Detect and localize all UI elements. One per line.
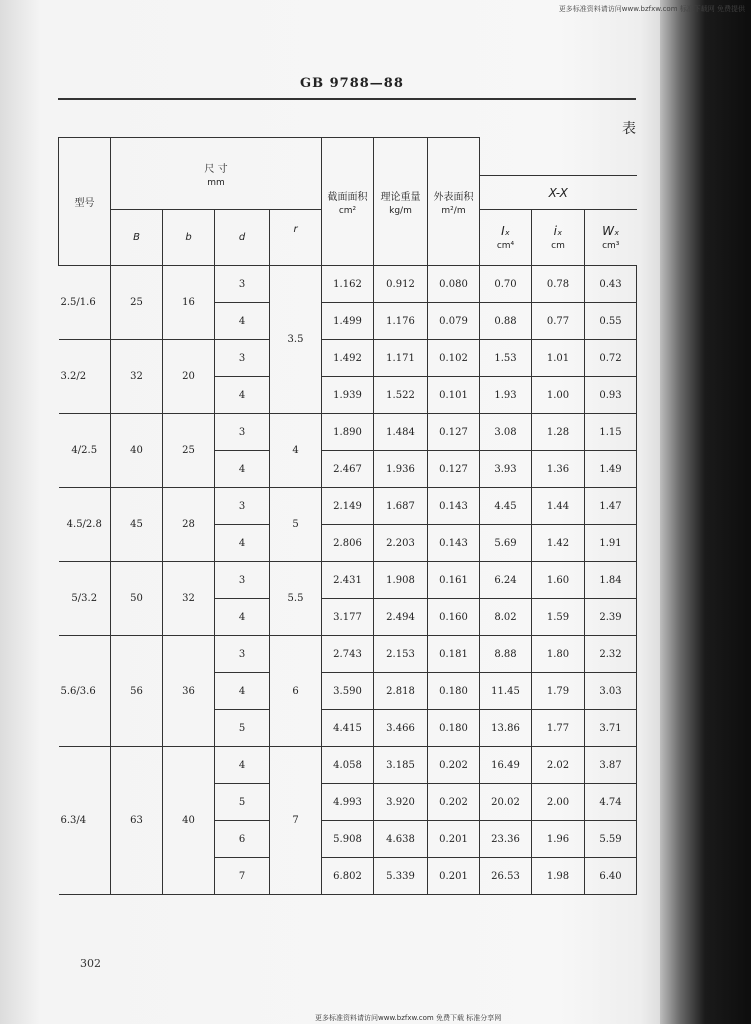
cell-area: 2.743 (322, 636, 374, 673)
cell-area: 2.149 (322, 488, 374, 525)
table-row (59, 266, 637, 303)
cell-surface: 0.079 (428, 303, 480, 340)
cell-weight: 1.936 (374, 451, 428, 488)
cell-ix: 1.96 (532, 821, 585, 858)
cell-d: 6 (215, 821, 270, 858)
cell-B: 32 (111, 340, 163, 414)
angle-steel-spec-table (58, 137, 637, 895)
cell-weight: 2.153 (374, 636, 428, 673)
cell-surface: 0.201 (428, 821, 480, 858)
cell-area: 1.162 (322, 266, 374, 303)
cell-Ix: 3.08 (480, 414, 532, 451)
cell-ix: 1.80 (532, 636, 585, 673)
cell-surface: 0.180 (428, 710, 480, 747)
cell-area: 4.993 (322, 784, 374, 821)
cell-ix: 1.98 (532, 858, 585, 895)
table-row (59, 488, 637, 525)
header-surface (428, 138, 480, 266)
cell-Ix: 11.45 (480, 673, 532, 710)
cell-model: 5.6/3.6 (59, 636, 111, 747)
cell-d: 5 (215, 784, 270, 821)
cell-ix: 1.60 (532, 562, 585, 599)
cell-Wx: 3.03 (585, 673, 637, 710)
cell-weight: 3.185 (374, 747, 428, 784)
cell-area: 6.802 (322, 858, 374, 895)
cell-model: 3.2/2 (59, 340, 111, 414)
cell-area: 3.590 (322, 673, 374, 710)
cell-model: 4.5/2.8 (59, 488, 111, 562)
cell-weight: 3.920 (374, 784, 428, 821)
table-row (59, 414, 637, 451)
cell-ix: 2.00 (532, 784, 585, 821)
cell-Wx: 2.32 (585, 636, 637, 673)
header-dimensions-unit: mm (207, 177, 225, 188)
cell-surface: 0.180 (428, 673, 480, 710)
cell-ix: 2.02 (532, 747, 585, 784)
cell-d: 3 (215, 340, 270, 377)
cell-Wx: 3.71 (585, 710, 637, 747)
cell-d: 4 (215, 599, 270, 636)
cell-surface: 0.143 (428, 488, 480, 525)
cell-d: 4 (215, 377, 270, 414)
cell-Ix: 16.49 (480, 747, 532, 784)
cell-Ix: 1.93 (480, 377, 532, 414)
cell-weight: 2.494 (374, 599, 428, 636)
cell-ix: 1.28 (532, 414, 585, 451)
cell-b: 36 (163, 636, 215, 747)
cell-d: 4 (215, 451, 270, 488)
header-Wx-unit: cm³ (602, 241, 620, 251)
cell-Ix: 26.53 (480, 858, 532, 895)
cell-d: 4 (215, 525, 270, 562)
cell-b: 25 (163, 414, 215, 488)
cell-Wx: 6.40 (585, 858, 637, 895)
cell-Wx: 0.72 (585, 340, 637, 377)
cell-ix: 1.42 (532, 525, 585, 562)
header-Ix (480, 210, 532, 266)
header-area-label: 截面面积 (327, 191, 368, 203)
cell-model: 6.3/4 (59, 747, 111, 895)
header-surface-unit: m²/m (441, 205, 466, 216)
header-dimensions (111, 138, 322, 210)
cell-surface: 0.202 (428, 747, 480, 784)
header-Ix-unit: cm⁴ (496, 241, 515, 251)
cell-Wx: 0.43 (585, 266, 637, 303)
cell-weight: 2.203 (374, 525, 428, 562)
cell-Ix: 13.86 (480, 710, 532, 747)
cell-r: 5 (270, 488, 322, 562)
cell-ix: 0.78 (532, 266, 585, 303)
cell-b: 40 (163, 747, 215, 895)
cell-ix: 0.77 (532, 303, 585, 340)
header-ix-unit: cm (551, 241, 565, 251)
cell-d: 3 (215, 414, 270, 451)
cell-model: 5/3.2 (59, 562, 111, 636)
header-Wx (585, 210, 637, 266)
cell-Ix: 0.70 (480, 266, 532, 303)
cell-area: 1.492 (322, 340, 374, 377)
cell-r: 3.5 (270, 266, 322, 414)
cell-Ix: 4.45 (480, 488, 532, 525)
cell-weight: 5.339 (374, 858, 428, 895)
cell-surface: 0.101 (428, 377, 480, 414)
header-B: B (111, 210, 163, 266)
cell-area: 1.890 (322, 414, 374, 451)
cell-d: 4 (215, 747, 270, 784)
cell-surface: 0.102 (428, 340, 480, 377)
cell-b: 16 (163, 266, 215, 340)
cell-ix: 1.59 (532, 599, 585, 636)
cell-surface: 0.160 (428, 599, 480, 636)
cell-ix: 1.36 (532, 451, 585, 488)
cell-b: 32 (163, 562, 215, 636)
table-row (59, 747, 637, 784)
cell-Wx: 2.39 (585, 599, 637, 636)
cell-Ix: 23.36 (480, 821, 532, 858)
cell-B: 40 (111, 414, 163, 488)
cell-b: 28 (163, 488, 215, 562)
cell-weight: 3.466 (374, 710, 428, 747)
header-surface-label: 外表面积 (433, 191, 474, 203)
header-rule (58, 98, 636, 100)
cell-d: 3 (215, 636, 270, 673)
cell-weight: 1.484 (374, 414, 428, 451)
cell-d: 3 (215, 488, 270, 525)
cell-surface: 0.202 (428, 784, 480, 821)
cell-Wx: 0.93 (585, 377, 637, 414)
header-weight (374, 138, 428, 266)
header-area-unit: cm² (338, 205, 357, 216)
cell-Ix: 20.02 (480, 784, 532, 821)
cell-surface: 0.080 (428, 266, 480, 303)
cell-model: 4/2.5 (59, 414, 111, 488)
header-xx-axis: X-X (480, 176, 637, 210)
cell-Wx: 1.49 (585, 451, 637, 488)
cell-d: 7 (215, 858, 270, 895)
cell-Wx: 0.55 (585, 303, 637, 340)
header-area (322, 138, 374, 266)
cell-B: 50 (111, 562, 163, 636)
cell-B: 25 (111, 266, 163, 340)
header-ix-label: iₓ (553, 224, 563, 238)
cell-Wx: 1.15 (585, 414, 637, 451)
page-number: 302 (80, 957, 101, 970)
table-label: 表 (622, 121, 636, 137)
cell-weight: 1.176 (374, 303, 428, 340)
cell-b: 20 (163, 340, 215, 414)
header-weight-unit: kg/m (389, 205, 412, 216)
cell-Wx: 1.91 (585, 525, 637, 562)
cell-Ix: 6.24 (480, 562, 532, 599)
cell-area: 2.467 (322, 451, 374, 488)
watermark-top: 更多标准资料请访问www.bzfxw.com 标准下载网 免费提供 (558, 5, 745, 13)
header-Wx-label: Wₓ (602, 224, 620, 238)
cell-area: 4.058 (322, 747, 374, 784)
cell-model: 2.5/1.6 (59, 266, 111, 340)
cell-weight: 2.818 (374, 673, 428, 710)
cell-weight: 1.171 (374, 340, 428, 377)
cell-surface: 0.201 (428, 858, 480, 895)
header-b: b (163, 210, 215, 266)
cell-ix: 1.00 (532, 377, 585, 414)
cell-area: 1.939 (322, 377, 374, 414)
cell-surface: 0.161 (428, 562, 480, 599)
cell-weight: 4.638 (374, 821, 428, 858)
cell-area: 1.499 (322, 303, 374, 340)
cell-d: 3 (215, 266, 270, 303)
cell-d: 4 (215, 303, 270, 340)
header-weight-label: 理论重量 (380, 191, 421, 203)
table-row (59, 562, 637, 599)
cell-d: 3 (215, 562, 270, 599)
cell-Ix: 5.69 (480, 525, 532, 562)
cell-weight: 1.687 (374, 488, 428, 525)
cell-Ix: 8.88 (480, 636, 532, 673)
cell-weight: 1.522 (374, 377, 428, 414)
cell-Wx: 5.59 (585, 821, 637, 858)
cell-ix: 1.77 (532, 710, 585, 747)
cell-B: 63 (111, 747, 163, 895)
cell-area: 2.806 (322, 525, 374, 562)
cell-surface: 0.127 (428, 414, 480, 451)
cell-ix: 1.79 (532, 673, 585, 710)
cell-surface: 0.181 (428, 636, 480, 673)
watermark-bottom: 更多标准资料请访问www.bzfxw.com 免费下载 标准分享网 (315, 1014, 502, 1022)
table-row (59, 636, 637, 673)
table-row (59, 340, 637, 377)
cell-ix: 1.44 (532, 488, 585, 525)
cell-area: 5.908 (322, 821, 374, 858)
cell-surface: 0.143 (428, 525, 480, 562)
cell-Wx: 3.87 (585, 747, 637, 784)
cell-Ix: 1.53 (480, 340, 532, 377)
cell-Wx: 4.74 (585, 784, 637, 821)
cell-weight: 1.908 (374, 562, 428, 599)
cell-B: 56 (111, 636, 163, 747)
cell-d: 4 (215, 673, 270, 710)
header-d: d (215, 210, 270, 266)
cell-r: 6 (270, 636, 322, 747)
cell-Wx: 1.47 (585, 488, 637, 525)
header-ix (532, 210, 585, 266)
cell-Ix: 8.02 (480, 599, 532, 636)
cell-area: 3.177 (322, 599, 374, 636)
cell-area: 4.415 (322, 710, 374, 747)
cell-r: 5.5 (270, 562, 322, 636)
cell-Ix: 3.93 (480, 451, 532, 488)
cell-surface: 0.127 (428, 451, 480, 488)
header-blank-top (480, 138, 637, 176)
cell-Ix: 0.88 (480, 303, 532, 340)
cell-ix: 1.01 (532, 340, 585, 377)
book-binding-shadow (660, 0, 751, 1024)
cell-r: 7 (270, 747, 322, 895)
cell-Wx: 1.84 (585, 562, 637, 599)
cell-d: 5 (215, 710, 270, 747)
header-r: r (270, 210, 322, 266)
header-Ix-label: Iₓ (501, 224, 510, 238)
cell-weight: 0.912 (374, 266, 428, 303)
header-model: 型号 (59, 138, 111, 266)
cell-B: 45 (111, 488, 163, 562)
standard-code-header: GB 9788—88 (300, 76, 404, 91)
cell-area: 2.431 (322, 562, 374, 599)
cell-r: 4 (270, 414, 322, 488)
header-dimensions-label: 尺 寸 (204, 163, 228, 175)
